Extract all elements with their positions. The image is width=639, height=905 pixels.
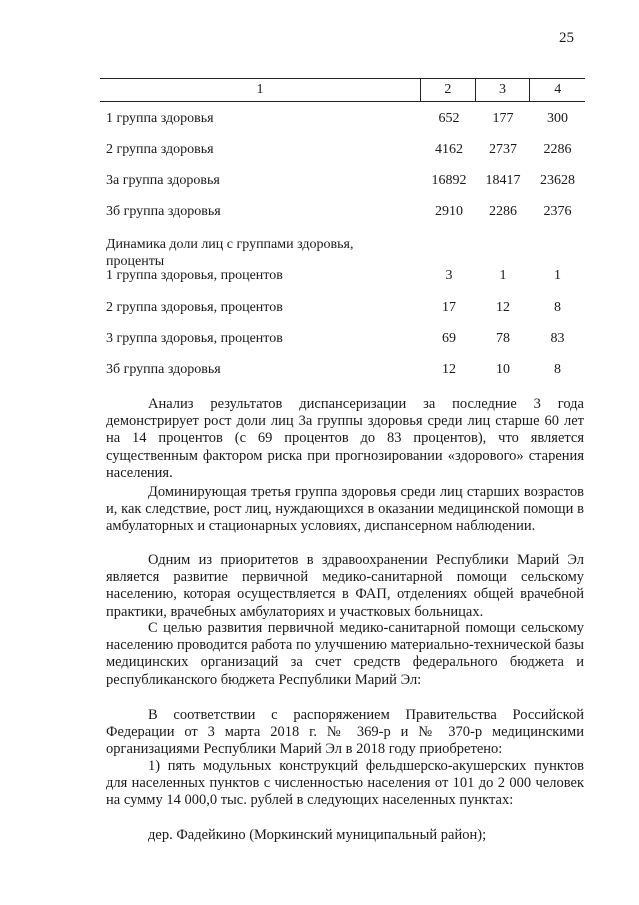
row-label: 1 группа здоровья [106, 111, 214, 126]
table-header-col-3: 3 [475, 79, 530, 101]
page-number: 25 [559, 30, 574, 46]
row-value-col-2: 16892 [431, 173, 467, 188]
table-row [100, 203, 585, 220]
paragraph-analysis: Анализ результатов диспансеризации за последние 3 года демонстрирует рост доли лиц 3а группы здоровья среди лиц старше 60 лет на 14 процентов (с 69 процентов до 83 процентов), что является существенным фактором риска при прогнозировании «здорового» старения населения. [106, 396, 584, 481]
paragraph-priorities: Одним из приоритетов в здравоохранении Республики Марий Эл является развитие первичной медико-санитарной помощи сельскому населению, которая осуществляется в ФАП, отделениях общей врачебной практики, врачебных амбулаториях и участковых больницах. [106, 552, 584, 620]
row-label: 2 группа здоровья [106, 142, 214, 157]
row-value-col-4: 1 [554, 268, 561, 283]
table-row [100, 299, 585, 316]
row-value-col-2: 4162 [435, 142, 463, 157]
row-value-col-3: 10 [496, 362, 510, 377]
statistics-table [100, 78, 585, 102]
row-value-col-3: 1 [499, 268, 507, 283]
row-value-col-2: 17 [442, 300, 456, 315]
row-value-col-4: 8 [554, 300, 561, 315]
row-value-col-4: 23628 [540, 173, 575, 188]
paragraph-dominant-group: Доминирующая третья группа здоровья среди лиц старших возрастов и, как следствие, рост лиц, нуждающихся в оказании медицинской помощи в амбулаторных и стационарных условиях, диспансерном наблюдении. [106, 484, 584, 535]
table-row [100, 330, 585, 347]
table-row [100, 172, 585, 189]
row-value-col-4: 2286 [543, 142, 572, 157]
row-label: 3а группа здоровья [106, 173, 220, 188]
row-label: 3б группа здоровья [106, 204, 221, 219]
table-header-col-4: 4 [529, 79, 585, 101]
row-value-col-3: 2286 [489, 204, 517, 219]
table-header-col-2: 2 [420, 79, 475, 101]
row-value-col-4: 2376 [543, 204, 572, 219]
row-value-col-3: 2737 [489, 142, 517, 157]
dynamics-heading: Динамика доли лиц с группами здоровья, проценты [106, 237, 354, 269]
row-value-col-3: 12 [496, 300, 510, 315]
row-value-col-2: 2910 [435, 204, 463, 219]
settlement-line: дер. Фадейкино (Моркинский муниципальный район); [148, 827, 487, 843]
paragraph-government-order: В соответствии с распоряжением Правительства Российской Федерации от 3 марта 2018 г. № 369-р и № 370-р медицинскими организациями Республики Марий Эл в 2018 году приобретено: [106, 707, 584, 758]
row-value-col-4: 8 [554, 362, 561, 377]
row-label: 3 группа здоровья, процентов [106, 331, 283, 346]
table-row [100, 110, 585, 127]
row-value-col-3: 78 [496, 331, 510, 346]
row-label: 2 группа здоровья, процентов [106, 300, 283, 315]
row-value-col-3: 177 [492, 111, 514, 126]
row-value-col-4: 83 [550, 331, 565, 346]
row-value-col-2: 69 [442, 331, 456, 346]
table-header-row [100, 78, 585, 102]
row-value-col-4: 300 [547, 111, 568, 126]
table-row [100, 361, 585, 378]
paragraph-development: С целью развития первичной медико-санитарной помощи сельскому населению проводится работа по улучшению материально-технической базы медицинских организаций за счет средств федерального бюджета и республиканского бюджета Республики Марий Эл: [106, 620, 584, 688]
row-value-col-3: 18417 [485, 173, 521, 188]
row-value-col-2: 12 [442, 362, 456, 377]
row-value-col-2: 3 [445, 268, 453, 283]
table-row [100, 141, 585, 158]
table-row [100, 267, 585, 284]
row-value-col-2: 652 [438, 111, 460, 126]
row-label: 3б группа здоровья [106, 362, 221, 377]
row-label: 1 группа здоровья, процентов [106, 268, 283, 283]
table-header-col-1: 1 [256, 82, 264, 97]
paragraph-modular-structures: 1) пять модульных конструкций фельдшерско-акушерских пунктов для населенных пунктов с численностью населения от 101 до 2 000 человек на сумму 14 000,0 тыс. рублей в следующих населенных пунктах: [106, 758, 584, 809]
